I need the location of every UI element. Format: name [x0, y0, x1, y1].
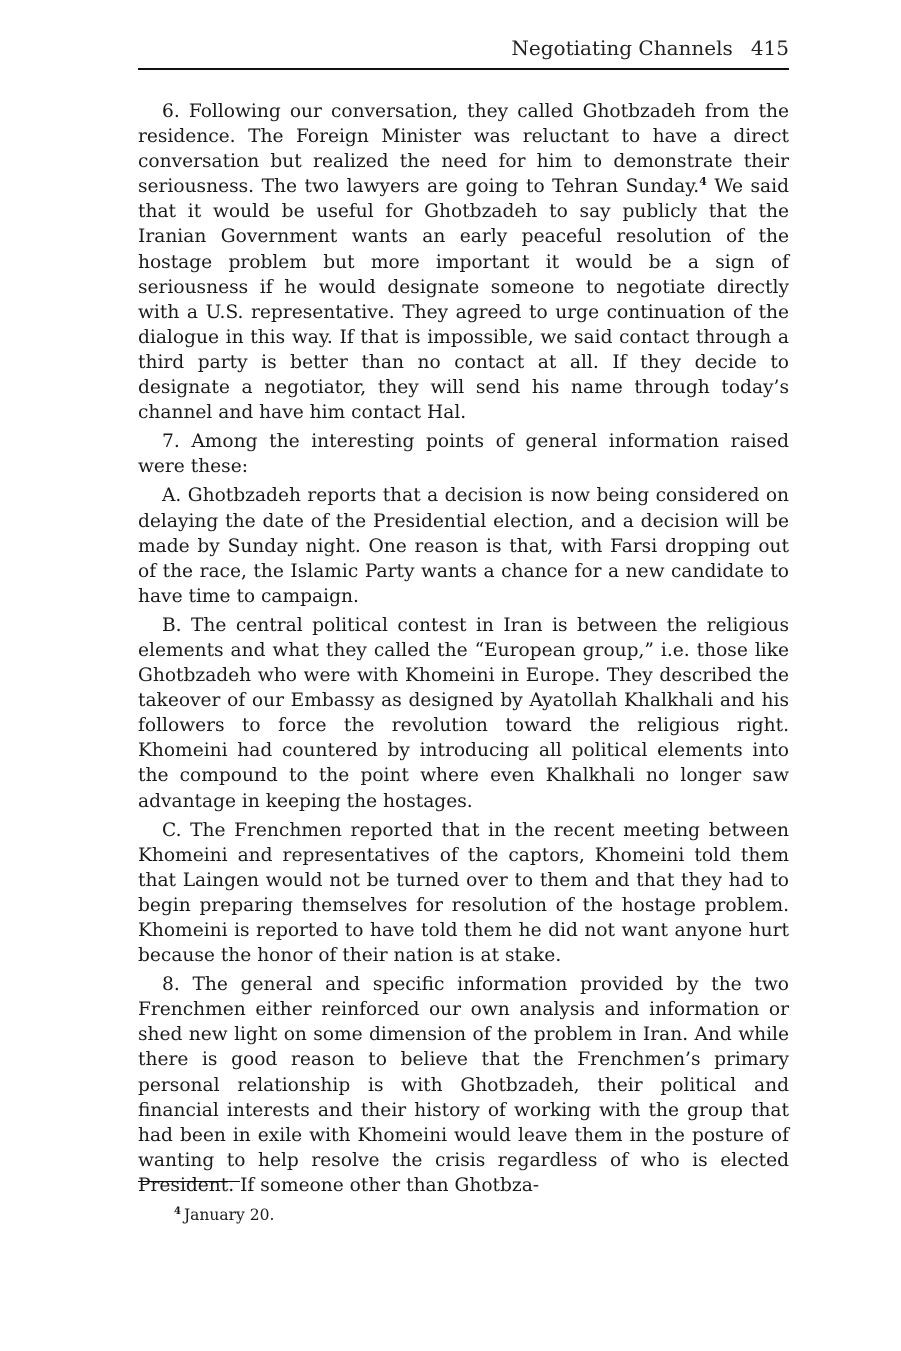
page-number: 415: [750, 36, 789, 60]
footnote-text: January 20.: [183, 1206, 275, 1224]
running-title: Negotiating Channels: [511, 36, 733, 60]
body-text: [138, 99, 789, 1202]
footnote-marker: 4: [174, 1206, 181, 1217]
header-rule: [138, 68, 789, 70]
paragraph-8: 8. The general and specific information provided by the two Frenchmen either reinforced our own analysis and information or shed new light on some dimension of the problem in Iran. And while there is good reason to believe that the Frenchmen’s primary personal relationship is with Ghotbzadeh, their political and financial interests and their history of working with the group that had been in exile with Khomeini would leave them in the posture of wanting to help resolve the crisis regardless of who is elected President. If someone other than Ghotbza-: [138, 974, 789, 1196]
paragraph-7: 7. Among the interesting points of general information raised were these:: [138, 431, 789, 478]
footnote-rule: [138, 1181, 240, 1182]
page: [138, 0, 789, 1351]
paragraph-7c: C. The Frenchmen reported that in the recent meeting between Khomeini and representatives of the captors, Khomeini told them that Laingen would not be turned over to them and that they had to begin preparing themselves for resolution of the hostage problem. Khomeini is reported to have told them he did not want anyone hurt because the honor of their nation is at stake.: [138, 819, 789, 967]
footnote-reference: 4: [699, 175, 707, 189]
paragraph-6-text: 6. Following our conversation, they called Ghotbzadeh from the residence. The Foreign Minister was reluctant to have a direct conversation but realized the need for him to demonstrate their seriousness. The two lawyers are going to Tehran Sunday.: [138, 101, 789, 198]
paragraph-7b: B. The central political contest in Iran is between the religious elements and what they called the “European group,” i.e. those like Ghotbzadeh who were with Khomeini in Europe. They described the takeover of our Embassy as designed by Ayatollah Khalkhali and his followers to force the revolution toward the religious right. Khomeini had countered by introducing all political elements into the compound to the point where even Khalkhali no longer saw advantage in keeping the hostages.: [138, 614, 789, 812]
running-head: [511, 34, 789, 62]
paragraph-6-continued: We said that it would be useful for Ghotbzadeh to say publicly that the Iranian Government wants an early peaceful resolution of the hostage problem but more important it would be a sign of seriousness if he would designate someone to negotiate directly with a U.S. representative. They agreed to urge continuation of the dialogue in this way. If that is impossible, we said contact through a third party is better than no contact at all. If they decide to designate a negotiator, they will send his name through today’s channel and have him contact Hal.: [138, 176, 789, 424]
paragraph-6: [138, 99, 789, 425]
footnote: [174, 1204, 274, 1226]
paragraph-7a: A. Ghotbzadeh reports that a decision is now being considered on delaying the date of the Presidential election, and a decision will be made by Sunday night. One reason is that, with Farsi dropping out of the race, the Islamic Party wants a chance for a new candidate to have time to campaign.: [138, 485, 789, 607]
